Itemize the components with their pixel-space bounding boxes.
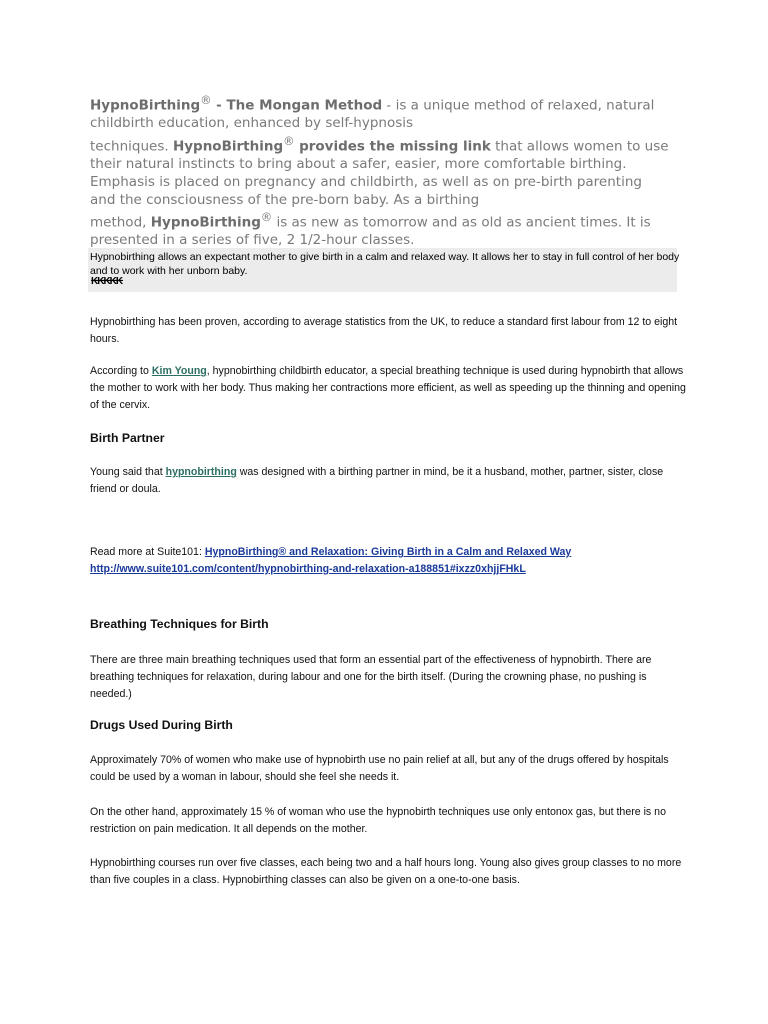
heading-birth-partner: Birth Partner xyxy=(90,431,165,445)
article-title-link[interactable]: HypnoBirthing® and Relaxation: Giving Birth in a Calm and Relaxed Way xyxy=(204,546,572,558)
intro-line-3: techniques. HypnoBirthing® provides the missing link that allows women to use xyxy=(90,134,669,155)
paragraph-kim-young: According to Kim Young, hypnobirthing childbirth educator, a special breathing technique is used during hypnobirth that allows the mother to work with her body. Thus making her contractions more efficient, as well as speeding up the thinning and opening of the cervix. xyxy=(90,365,686,411)
intro-paragraph: HypnoBirthing® - The Mongan Method - is a unique method of relaxed, natural childbirth education, enhanced by self-hypnosis techniques. HypnoBirthing® provides the missing link that allows women to use their natural instincts to bring about a safer, easier, more comfortable birthing. Emphasis is placed on pregnancy and childbirth, as well as on pre-birth parenting and the consciousness of the pre-born baby. As a birthing method, HypnoBirthing® is as new as tomorrow and as old as ancient times. It is presented in a series of five, 2 1/2-hour classes. xyxy=(90,92,680,250)
heading-breathing-techniques: Breathing Techniques for Birth xyxy=(90,617,269,631)
decorative-glyphs: ₭₭₭₭₭ xyxy=(91,276,123,287)
paragraph-courses: Hypnobirthing courses run over five classes, each being two and a half hours long. Young also gives group classes to no more than five couples in a class. Hypnobirthing classes can also be given on a one-to-one basis. xyxy=(90,857,682,886)
read-more: Read more at Suite101: HypnoBirthing® and Relaxation: Giving Birth in a Calm and Relaxed Way http://www.suite101.com/content/hypnobirthing-and-relaxation-a188851#ixzz0xhjjFHkL xyxy=(90,546,572,575)
brand-name: HypnoBirthing xyxy=(90,97,201,114)
kim-young-link[interactable]: Kim Young xyxy=(151,365,207,377)
article-url-link[interactable]: http://www.suite101.com/content/hypnobirthing-and-relaxation-a188851#ixzz0xhjjFHkL xyxy=(90,563,526,575)
hypnobirthing-link[interactable]: hypnobirthing xyxy=(165,466,237,478)
intro-line-7: method, HypnoBirthing® is as new as tomorrow and as old as ancient times. It is xyxy=(90,211,651,231)
paragraph-birth-partner: Young said that hypnobirthing was designed with a birthing partner in mind, be it a husband, mother, partner, sister, close friend or doula. xyxy=(90,466,664,495)
paragraph-drugs-15: On the other hand, approximately 15 % of woman who use the hypnobirth techniques use only entonox gas, but there is no restriction on pain medication. It all depends on the mother. xyxy=(90,806,666,835)
paragraph-statistics: Hypnobirthing has been proven, according to average statistics from the UK, to reduce a standard first labour from 12 to eight hours. xyxy=(90,316,678,345)
heading-drugs: Drugs Used During Birth xyxy=(90,718,233,732)
method-name: - The Mongan Method xyxy=(211,97,383,114)
intro-line-1: HypnoBirthing® - The Mongan Method - is a unique method of relaxed, natural xyxy=(90,94,655,114)
paragraph-breathing: There are three main breathing techniques used that form an essential part of the effectiveness of hypnobirth. There are breathing techniques for relaxation, during labour and one for the birth itself. (During the crowning phase, no pushing is needed.) xyxy=(90,654,652,700)
missing-link-phrase: provides the missing link xyxy=(294,138,491,155)
quote-text: Hypnobirthing allows an expectant mother to give birth in a calm and relaxed way. It allows her to stay in full control of her body and to work with her unborn baby. xyxy=(90,251,680,277)
paragraph-drugs-70: Approximately 70% of women who make use of hypnobirth use no pain relief at all, but any of the drugs offered by hospitals could be used by a woman in labour, should she feel she needs it. xyxy=(90,754,669,783)
